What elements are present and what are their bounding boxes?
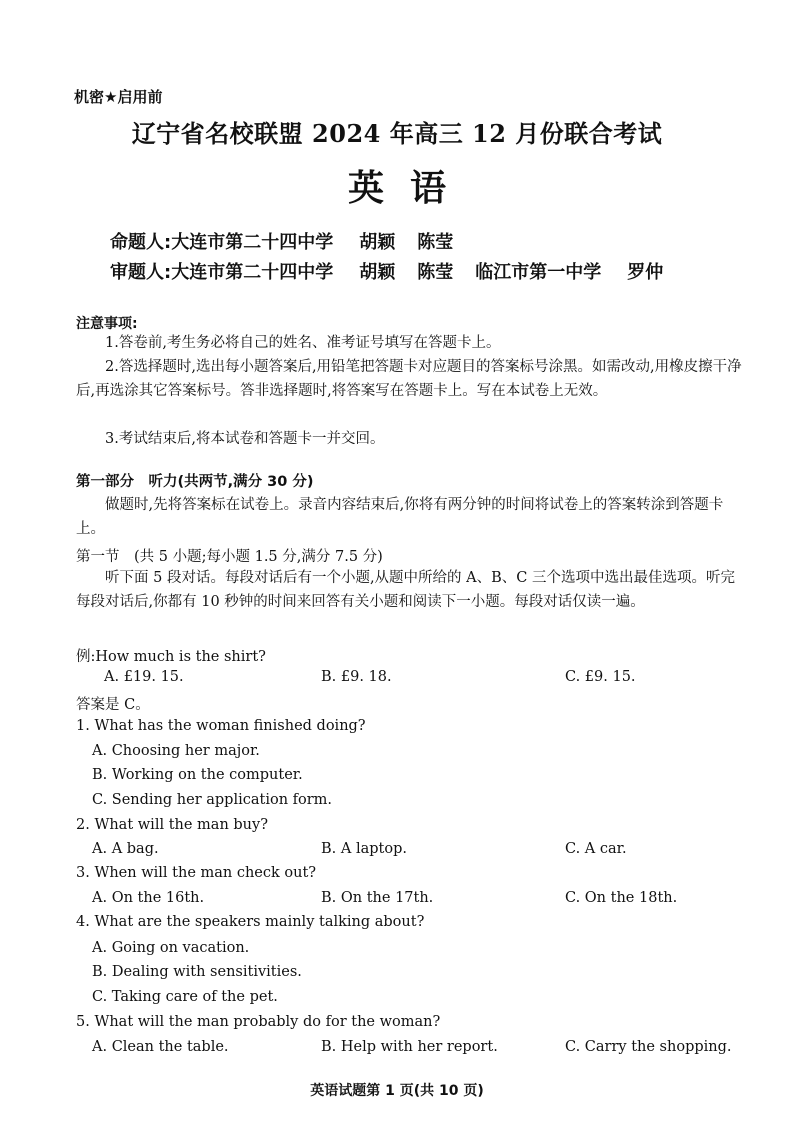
part1-instruction: 做题时,先将答案标在试卷上。录音内容结束后,你将有两分钟的时间将试卷上的答案转涂到答题卡上。	[76, 497, 724, 537]
example-answer: 答案是 C。	[76, 697, 150, 713]
q1-option-c: C. Sending her application form.	[92, 792, 333, 808]
q3-option-a: A. On the 16th.	[92, 890, 205, 906]
question-2: 2. What will the man buy?	[76, 817, 268, 833]
setter-name: 胡颖	[359, 232, 396, 253]
q1-option-a: A. Choosing her major.	[92, 743, 260, 759]
q5-option-b: B. Help with her report.	[321, 1039, 498, 1055]
example-option-c: C. £9. 15.	[565, 669, 636, 685]
setter-label: 命题人:	[110, 232, 172, 253]
part1-heading: 第一部分 听力(共两节,满分 30 分)	[76, 474, 314, 490]
reviewer-label: 审题人:	[110, 262, 172, 283]
section1-heading: 第一节 (共 5 小题;每小题 1.5 分,满分 7.5 分)	[76, 549, 383, 565]
example-option-b: B. £9. 18.	[321, 669, 392, 685]
notes-item-1: 1.答卷前,考生务必将自己的姓名、准考证号填写在答题卡上。	[105, 335, 501, 351]
example-question: 例:How much is the shirt?	[76, 649, 266, 665]
q4-option-b: B. Dealing with sensitivities.	[92, 964, 302, 980]
subject-title: 英语	[347, 167, 472, 209]
example-option-a: A. £19. 15.	[104, 669, 184, 685]
setter-school: 大连市第二十四中学	[171, 232, 334, 253]
question-5: 5. What will the man probably do for the woman?	[76, 1014, 441, 1030]
notes-item-3: 3.考试结束后,将本试卷和答题卡一并交回。	[105, 431, 385, 447]
reviewer-line	[110, 258, 663, 284]
notes-item-2: 2.答选择题时,选出每小题答案后,用铅笔把答题卡对应题目的答案标号涂黑。如需改动,用橡皮擦干净后,再选涂其它答案标号。答非选择题时,将答案写在答题卡上。写在本试卷上无效。	[76, 359, 742, 399]
q2-option-c: C. A car.	[565, 841, 627, 857]
question-4: 4. What are the speakers mainly talking about?	[76, 914, 425, 930]
reviewer-name: 罗仲	[627, 262, 664, 283]
q2-option-a: A. A bag.	[92, 841, 159, 857]
setter-name: 陈莹	[417, 232, 454, 253]
reviewer-name: 胡颖	[359, 262, 396, 283]
q4-option-a: A. Going on vacation.	[92, 940, 250, 956]
setter-line	[110, 228, 453, 254]
section1-instruction: 听下面 5 段对话。每段对话后有一个小题,从题中所给的 A、B、C 三个选项中选出最佳选项。听完每段对话后,你都有 10 秒钟的时间来回答有关小题和阅读下一小题。每段对话仅读一遍。	[76, 570, 735, 610]
page-footer: 英语试题第 1 页(共 10 页)	[310, 1083, 484, 1099]
q5-option-a: A. Clean the table.	[92, 1039, 229, 1055]
q3-option-b: B. On the 17th.	[321, 890, 434, 906]
notes-heading: 注意事项:	[76, 316, 138, 332]
reviewer-school-2: 临江市第一中学	[475, 262, 602, 283]
confidential-mark: 机密★启用前	[74, 88, 163, 106]
question-1: 1. What has the woman finished doing?	[76, 718, 366, 734]
q3-option-c: C. On the 18th.	[565, 890, 678, 906]
q1-option-b: B. Working on the computer.	[92, 767, 303, 783]
question-3: 3. When will the man check out?	[76, 865, 317, 881]
q4-option-c: C. Taking care of the pet.	[92, 989, 278, 1005]
reviewer-name: 陈莹	[417, 262, 454, 283]
exam-title: 辽宁省名校联盟 2024 年高三 12 月份联合考试	[131, 119, 663, 148]
q5-option-c: C. Carry the shopping.	[565, 1039, 732, 1055]
q2-option-b: B. A laptop.	[321, 841, 407, 857]
reviewer-school: 大连市第二十四中学	[171, 262, 334, 283]
